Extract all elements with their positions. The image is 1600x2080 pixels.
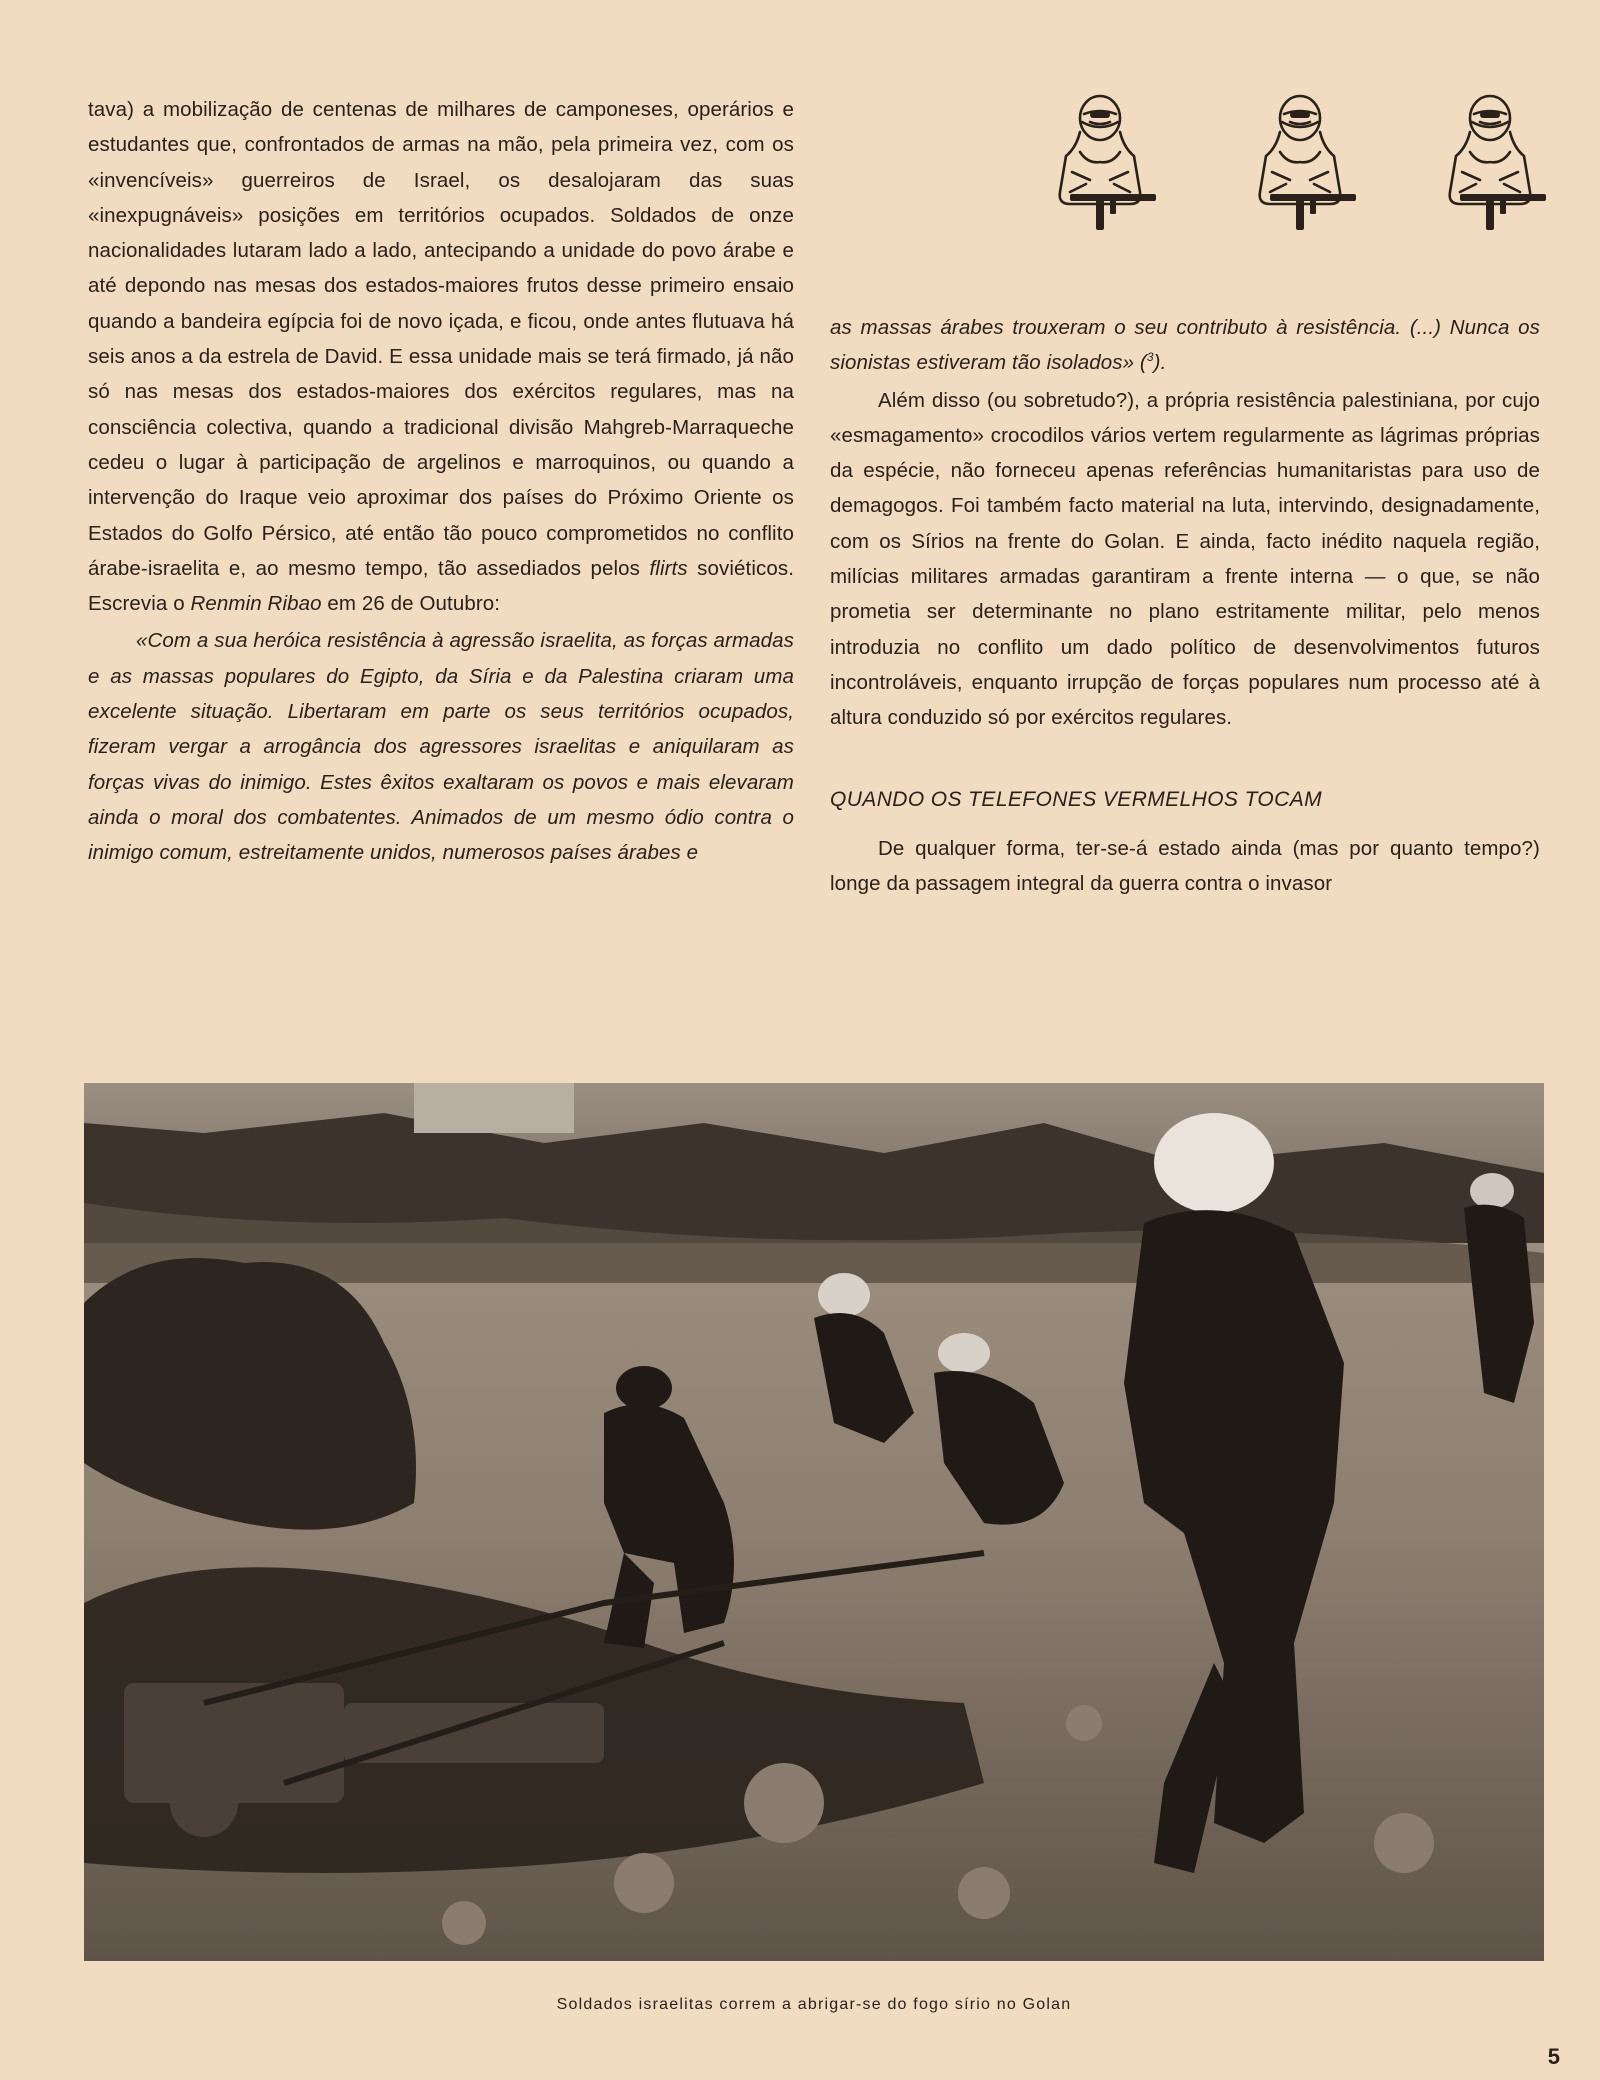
italic-word: flirts bbox=[649, 556, 688, 580]
block-quote-continuation: as massas árabes trouxeram o seu contributo à resistência. (...) Nunca os sionistas estiveram tão isolados» ($^3$). bbox=[830, 316, 1540, 375]
keffiyeh-fighter-icon bbox=[1430, 92, 1550, 242]
photo-caption: Soldados israelitas correm a abrigar-se do fogo sírio no Golan bbox=[556, 1996, 1072, 2013]
section-heading: QUANDO OS TELEFONES VERMELHOS TOCAM bbox=[830, 787, 1323, 811]
keffiyeh-fighter-icon bbox=[1240, 92, 1360, 242]
fighter-icons-row bbox=[1040, 92, 1550, 242]
left-text-column bbox=[88, 92, 794, 871]
body-paragraph: tava) a mobilização de centenas de milhares de camponeses, operários e estudantes que, confrontados de armas na mão, pela primeira vez, com os «invencíveis» guerreiros de Israel, os desalojaram das suas «inexpugnáveis» posições em territórios ocupados. Soldados de onze nacionalidades lutaram lado a lado, antecipando a unidade do povo árabe e até depondo nas mesas dos estados-maiores frutos desse primeiro ensaio quando a bandeira egípcia foi de novo içada, e ficou, onde antes flutuava há seis anos a da estrela de David. E essa unidade mais se terá firmado, já não só nas mesas dos estados-maiores dos exércitos regulares, mas na consciência colectiva, quando a tradicional divisão Mahgreb-Marraqueche cedeu o lugar à participação de argelinos e marroquinos, ou quando a intervenção do Iraque veio aproximar dos países do Próximo Oriente os Estados do Golfo Pérsico, até então tão pouco comprometidos no conflito árabe-israelita e, ao mesmo tempo, tão assediados pelos flirts soviéticos. Escrevia o Renmin Ribao em 26 de Outubro: bbox=[88, 98, 794, 616]
footnote-marker: 3 bbox=[1146, 350, 1154, 365]
keffiyeh-fighter-icon bbox=[1040, 92, 1160, 242]
news-photograph bbox=[84, 1083, 1544, 1961]
right-text-column bbox=[830, 310, 1540, 901]
newspaper-name: Renmin Ribao bbox=[190, 592, 322, 616]
body-paragraph: De qualquer forma, ter-se-á estado ainda (mas por quanto tempo?) longe da passagem integral da guerra contra o invasor bbox=[830, 836, 1540, 896]
block-quote: «Com a sua heróica resistência à agressão israelita, as forças armadas e as massas populares do Egipto, da Síria e da Palestina criaram uma excelente situação. Libertaram em parte os seus territórios ocupados, fizeram vergar a arrogância dos agressores israelitas e aniquilaram as forças vivas do inimigo. Estes êxitos exaltaram os povos e mais elevaram ainda o moral dos combatentes. Animados de um mesmo ódio contra o inimigo comum, estreitamente unidos, numerosos países árabes e bbox=[88, 629, 794, 865]
body-paragraph: Além disso (ou sobretudo?), a própria resistência palestiniana, por cujo «esmagamento» crocodilos vários vertem regularmente as lágrimas próprias da espécie, não forneceu apenas referências humanitaristas para uso de demagogos. Foi também facto material na luta, intervindo, designadamente, com os Sírios na frente do Golan. E ainda, facto inédito naquela região, milícias militares armadas garantiram a frente interna — o que, se não prometia ser determinante no plano estritamente militar, pelo menos introduzia no conflito um dado político de desenvolvimentos futuros incontroláveis, enquanto irrupção de forças populares num processo até à altura conduzido só por exércitos regulares. bbox=[830, 388, 1540, 730]
page-number: 5 bbox=[1547, 2044, 1560, 2069]
